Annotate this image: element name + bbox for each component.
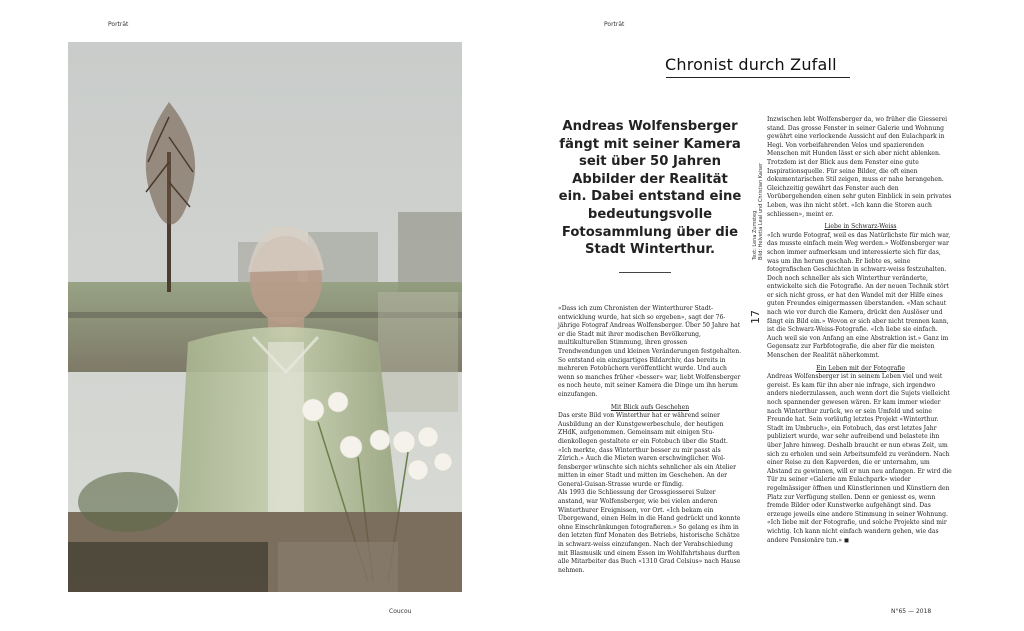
paragraph: Inzwischen lebt Wolfensberger da, wo früher die Giesserei stand. Das grosse Fenster in seiner Galerie und Wohnung gewährt eine verlockende Aussicht auf den Eulachpark in Hegi. Von vorbeifahrenden Velos und spazierenden Menschen mit Hunden lässt er sich aber nicht ablenken. Trotzdem ist der Blick aus dem Fenster eine gute Inspirationsquelle. Für seine Bilder, die oft einen dokumentarischen Stil zeigen, muss er nahe herangehen. Gleichzeitig gewährt das Fenster auch den Vorübergehenden einen sehr guten Einblick in sein privates Leben, was ihn nicht stört. «Ich kann die Storen auch schliessen», meint er. <box>767 116 952 218</box>
credit-photo: Bild: Helvetia Leal und Christian Kaiser <box>758 162 764 260</box>
paragraph: Als 1993 die Schliessung der Grossgiesserei Sulzer anstand, war Wolfensberger, wie bei vielen anderen Winterthurer Ereignissen, vor Ort. «Ich bekam ein Übergewand, einen Helm in die Hand gedrückt und konnte ohne Einschränkungen fotografieren.» So gelang es ihm in den letzten fünf Monaten des Betriebs, historische Schätze in schwarz-weiss einzufangen. Nach der Verabschiedung mit Blasmusik und einem Essen im Wohlfahrtshaus durften alle Mitarbeiter das Buch «1310 Grad Celsius» nach Hause nehmen. <box>558 489 741 574</box>
issue-number: N°65 — 2018 <box>891 608 932 615</box>
paragraph: «Dass ich zum Chronisten der Winterthurer Stadtentwicklung wurde, hat sich so ergeben», sagt der 76-jährige Fotograf Andreas Wolfensberger. Über 50 Jahre hat er die Stadt mit ihrer modischen Bevölkerung, multikulturellen Stimmung, ihren grossen Trendwendungen und kleinen Veränderungen festgehalten. So entstand ein einzigartiges Bildarchiv, das bereits in mehreren Fotobüchern veröffentlicht wurde. Und auch wenn so manches früher «besser» war, liebt Wolfensberger es noch heute, mit seiner Kamera die Dinge um ihn herum einzufangen. <box>558 305 742 398</box>
article-credits <box>752 163 764 260</box>
subheading: Liebe in Schwarz-Weiss <box>824 223 897 231</box>
subheading: Mit Blick aufs Geschehen <box>610 403 690 411</box>
credit-text: Text: Lena Zumsteg <box>752 210 758 260</box>
paragraph: Das erste Bild von Winterthur hat er während seiner Ausbildung an der Kunstgewerbeschule, der heutigen ZHdK, aufgenommen. Gemeinsam mit einigen Studienkollegen gestaltete er ein Fotobuch über die Stadt. «Ich merkte, dass Winterthur besser zu mir passt als Zürich.» Auch die Mieten waren erschwinglicher. Wolfensberger wünschte sich nichts sehnlicher als ein Atelier mitten in einer Stadt und mitten im Geschehen. An der General-Guisan-Strasse wurde er fündig. <box>558 412 737 488</box>
article-column-2 <box>767 116 954 545</box>
subheading: Ein Leben mit der Fotografie <box>816 364 905 372</box>
lead-divider <box>619 272 671 273</box>
section-label-right: Porträt <box>604 21 625 28</box>
magazine-name: Coucou <box>389 608 412 615</box>
title-underline <box>666 77 850 78</box>
page-number: 17 <box>749 310 762 324</box>
article-column-1 <box>558 305 742 575</box>
portrait-photo <box>68 42 462 592</box>
article-lead: Andreas Wolfensberger fängt mit seiner Kamera seit über 50 Jahren Abbilder der Realität ein. Dabei entstand eine bedeutungsvolle Fotosammlung über die Stadt Winterthur. <box>558 119 742 258</box>
article-title: Chronist durch Zufall <box>665 55 837 74</box>
section-label-left: Porträt <box>108 21 129 28</box>
paragraph: Andreas Wolfensberger ist in seinem Leben viel und weit gereist. Es kam für ihn aber nie infrage, sich irgendwo anders niederzulassen, auch wenn dort die Sujets vielleicht noch spannender gewesen wären. Er kam immer wieder nach Winterthur zurück, wo er sein Umfeld und seine Freunde hat. Sein vorläufig letztes Projekt «Winterthur. Stadt im Umbruch», ein Fotobuch, das erst letztes Jahr publiziert wurde, war sehr aufreibend und belastete ihn über Jahre hinweg. Deshalb braucht er nun etwas Zeit, um sich zu erholen und sein Arbeitsumfeld zu verändern. Nach einer Reise zu den Kapverden, die er unternahm, um Abstand zu gewinnen, will er nun neu anfangen. Er wird die Tür zu seiner «Galerie am Eulachpark» wieder regelmässiger öffnen und Künstlerinnen und Künstlern den Platz zur Verfügung stellen. Denn er geniesst es, wenn fremde Bilder oder Kunstwerke aufgehängt sind. Das erzeuge jeweils eine andere Stimmung in seiner Wohnung. «Ich liebe mit der Fotografie, und solche Projekte sind mir wichtig. Ich kann nicht einfach wandern gehen, wie das andere Pensionäre tun.» ◼ <box>767 373 952 544</box>
paragraph: «Ich wurde Fotograf, weil es das Natürlichste für mich war, das musste einfach mein Weg werden.» Wolfensberger war schon immer aufmerksam und interessierte sich für das, was um ihn herum geschah. Er liebte es, seine fotografischen Geschichten in schwarz-weiss festzuhalten. Doch noch schneller als sich Winterthur veränderte, entwickelte sich die Fotografie. An der neuen Technik stört er sich nicht gross, er hat den Wandel mit der Hilfe eines guten Freundes einigermassen überstanden. «Man schaut nach wie vor durch die Kamera, drückt den Auslöser und fängt ein Bild ein.» Wovon er sich aber nicht trennen kann, ist die Schwarz-Weiss-Fotografie. «Ich liebe sie einfach. Auch weil sie von Anfang an eine Abstraktion ist.» Ganz im Gegensatz zur Farbfotografie, die aber für die meisten Menschen der Realität näherkommt. <box>767 231 951 360</box>
